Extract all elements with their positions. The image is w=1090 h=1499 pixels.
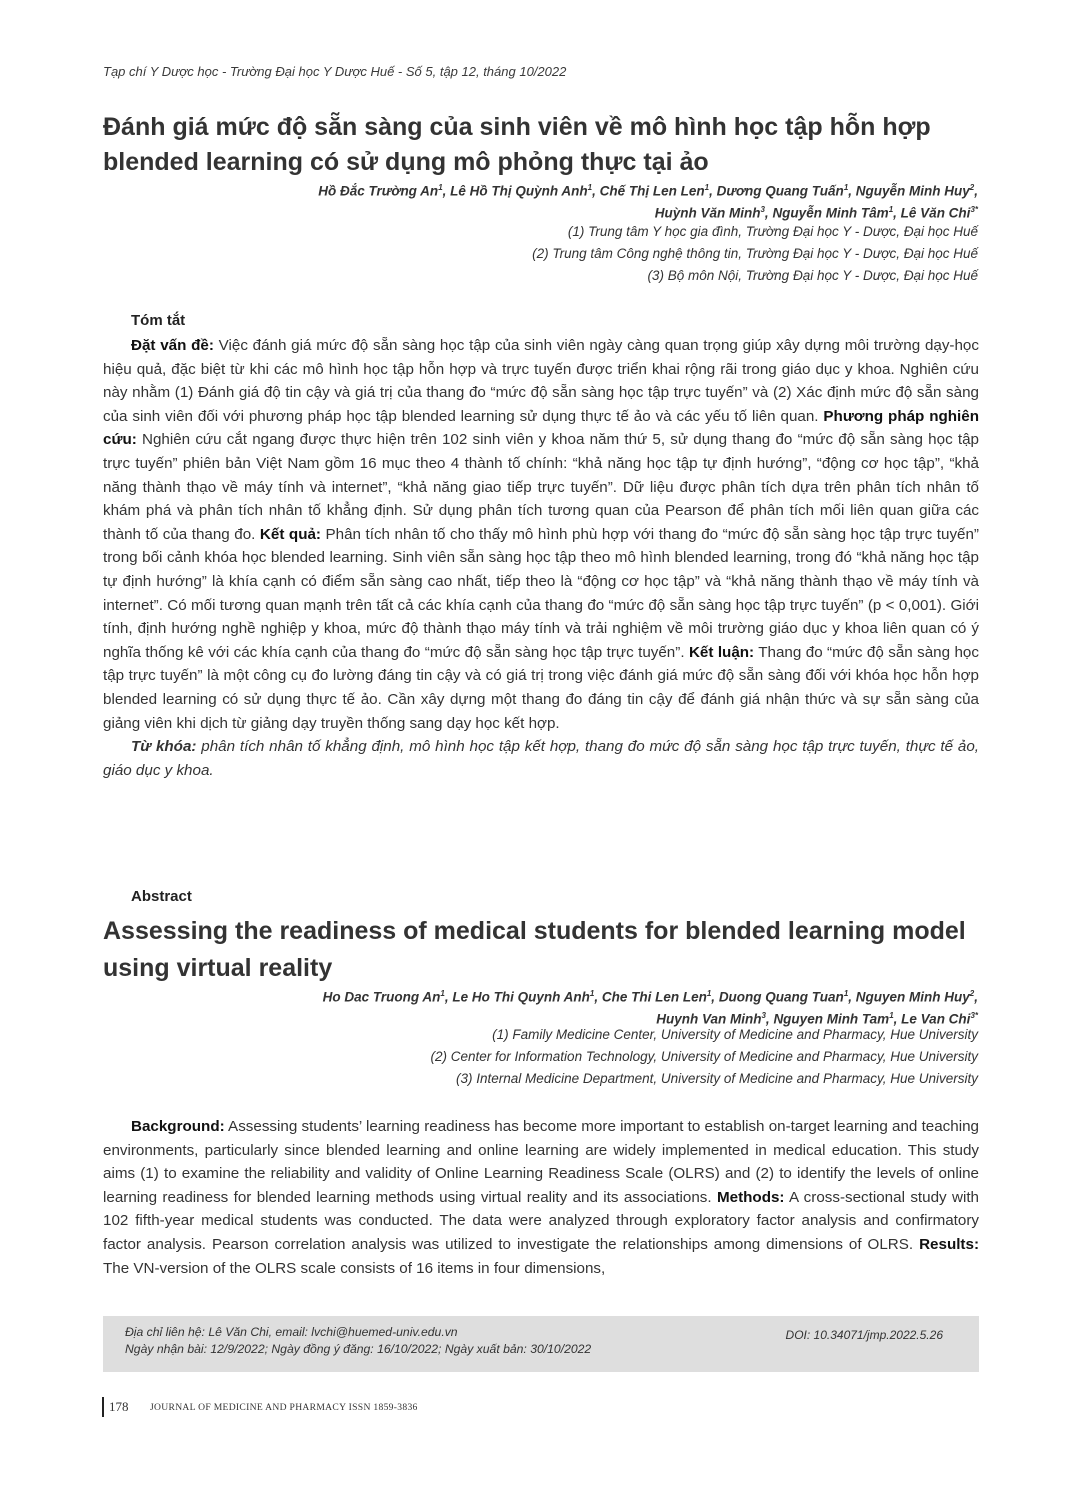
author-affiliation-mark: 1 — [589, 989, 595, 998]
author-name: Duong Quang Tuan — [718, 989, 844, 1005]
author-name: Nguyen Minh Tam — [773, 1011, 890, 1027]
author-name: Chế Thị Len Len — [599, 183, 705, 199]
author-affiliation-mark: 3 — [760, 205, 765, 214]
author-name: Huỳnh Văn Minh — [654, 205, 761, 221]
conclusion-label: Kết luận: — [688, 643, 755, 661]
author-affiliation-mark: 2 — [969, 183, 975, 192]
english-affiliation-2: (2) Center for Information Technology, University of Medicine and Pharmacy, Hue University — [430, 1049, 978, 1064]
abstract-heading: Abstract — [131, 888, 192, 905]
background-label: Background: — [131, 1118, 225, 1135]
author-affiliation-mark: 1 — [889, 1011, 894, 1020]
author-name: Dương Quang Tuấn — [716, 183, 844, 199]
author-affiliation-mark: 1 — [440, 989, 445, 998]
author-affiliation-mark: 1 — [888, 205, 894, 214]
author-affiliation-mark: 1 — [706, 989, 712, 998]
vietnamese-abstract-paragraph — [103, 334, 979, 735]
english-affiliation-3: (3) Internal Medicine Department, University of Medicine and Pharmacy, Hue University — [456, 1071, 978, 1086]
methods-text: Nghiên cứu cắt ngang được thực hiện trên 102 sinh viên y khoa năm thứ 5, sử dụng thang đo “mức độ sẵn sàng học tập trực tuyến” phiên bản Việt Nam gồm 16 mục theo 4 thành tố chính: “khả năng học tập tự định hướng”, “động cơ học tập”, “khả năng thành thạo về máy tính và internet”, “khả năng giao tiếp trực tuyến”. Dữ liệu được phân tích dựa trên phân tích nhân tố khám phá và phân tích nhân tố khẳng định. Sử dụng phân tích tương quan của Pearson để phân tích mối liên quan giữa các thành tố của thang đo. — [103, 431, 979, 543]
author-name: Che Thi Len Len — [601, 989, 707, 1005]
methods-text: A cross-sectional study with 102 fifth-year medical students was conducted. The data were analyzed through exploratory factor analysis and confirmatory factor analysis. Pearson correlation analysis was utilized to investigate the relationships among dimensions of OLRS. — [103, 1188, 979, 1253]
author-name: Hồ Đắc Trường An — [318, 183, 439, 199]
keywords-label: Từ khóa: — [131, 738, 197, 756]
page-number-divider — [102, 1397, 104, 1417]
author-name: Ho Dac Truong An — [322, 989, 441, 1005]
author-name: Huynh Van Minh — [656, 1011, 762, 1027]
results-text: Phân tích nhân tố cho thấy mô hình phù hợp với thang đo “mức độ sẵn sàng học tập trực tuyến” trong bối cảnh khóa học blended learning. Sinh viên sẵn sàng học tập theo mô hình blended learning, trong đó “khả năng học tập tự định hướng” là khía cạnh có điểm sẵn sàng cao nhất, tiếp theo là “động cơ học tập” và “khả năng thành thạo về máy tính và internet”. Có mối tương quan mạnh trên tất cả các khía cạnh của thang đo “mức độ sẵn sàng học tập trực tuyến” (p < 0,001). Giới tính, định hướng nghề nghiệp y khoa, mức độ thành thạo máy tính và trải nghiệm về môi trường giáo dục y khoa liên quan có ý nghĩa thống kê với các khía cạnh của thang đo “mức độ sẵn sàng học tập trực tuyến”. — [103, 525, 979, 661]
methods-label: Methods: — [716, 1188, 785, 1206]
vietnamese-affiliation-2: (2) Trung tâm Công nghệ thông tin, Trường Đại học Y - Dược, Đại học Huế — [532, 246, 978, 261]
methods-label: Phương pháp nghiên cứu: — [103, 407, 979, 449]
author-affiliation-mark: 1 — [587, 183, 593, 192]
author-name: Nguyen Minh Huy — [855, 989, 970, 1005]
journal-footer: JOURNAL OF MEDICINE AND PHARMACY ISSN 1859-3836 — [150, 1402, 418, 1413]
author-name: Lê Văn Chi — [900, 205, 971, 221]
correspondence-info — [125, 1324, 591, 1358]
english-authors-line-1: Ho Dac Truong An$^1$, Le Ho Thi Quynh Anh$^1$, Che Thi Len Len$^1$, Duong Quang Tuan$^1$, Nguyen Minh Huy$^2$, — [322, 989, 978, 1005]
author-affiliation-mark: 1 — [843, 989, 849, 998]
results-text: The VN-version of the OLRS scale consists of 16 items in four dimensions, — [103, 1259, 606, 1277]
english-abstract-paragraph — [103, 1115, 979, 1280]
english-affiliation-1: (1) Family Medicine Center, University of Medicine and Pharmacy, Hue University — [492, 1027, 978, 1042]
vietnamese-affiliation-3: (3) Bộ môn Nội, Trường Đại học Y - Dược, Đại học Huế — [647, 268, 978, 283]
vietnamese-authors-line-1: Hồ Đắc Trường An$^1$, Lê Hồ Thị Quỳnh Anh$^1$, Chế Thị Len Len$^1$, Dương Quang Tuấn$^1$, Nguyễn Minh Huy$^2$, — [318, 183, 978, 199]
author-affiliation-mark: 3* — [970, 205, 978, 214]
author-affiliation-mark: 1 — [438, 183, 443, 192]
background-text: Việc đánh giá mức độ sẵn sàng học tập của sinh viên ngày càng quan trọng giúp xây dựng môi trường dạy-học hiệu quả, đặc biệt từ khi các mô hình học tập hỗn hợp và trực tuyến được triển khai rộng rãi trong giáo dục y khoa. Nghiên cứu này nhằm (1) Đánh giá độ tin cậy và giá trị của thang đo “mức độ sẵn sàng học tập trực tuyến” và (2) Xác định mức độ sẵn sàng của sinh viên đối với phương pháp học tập blended learning sử dụng thực tế ảo và các yếu tố liên quan. — [103, 337, 979, 425]
author-name: Nguyễn Minh Huy — [855, 183, 970, 199]
contact-line: Địa chỉ liên hệ: Lê Văn Chi, email: lvchi@huemed-univ.edu.vn — [125, 1325, 458, 1339]
conclusion-text: Thang đo “mức độ sẵn sàng học tập trực tuyến” là một công cụ đo lường đáng tin cậy và có giá trị trong việc đánh giá mức độ sẵn sàng đối với khóa học hỗn hợp blended learning có sử dụng thực tế ảo. Cần xây dựng một thang đo đáng tin cậy để đánh giá nhận thức và sự sẵn sàng của giảng viên khi dịch từ giảng dạy truyền thống sang dạy học kết hợp. — [103, 643, 979, 732]
keywords-paragraph — [103, 735, 979, 782]
english-abstract — [103, 1115, 979, 1280]
author-affiliation-mark: 1 — [704, 183, 710, 192]
doi-label: DOI: 10.34071/jmp.2022.5.26 — [785, 1328, 943, 1342]
dates-line: Ngày nhận bài: 12/9/2022; Ngày đồng ý đăng: 16/10/2022; Ngày xuất bản: 30/10/2022 — [125, 1342, 592, 1356]
vietnamese-title: Đánh giá mức độ sẵn sàng của sinh viên về mô hình học tập hỗn hợp blended learning có sử dụng mô phỏng thực tại ảo — [103, 113, 931, 176]
author-affiliation-mark: 3* — [970, 1011, 978, 1020]
author-affiliation-mark: 3 — [761, 1011, 766, 1020]
vietnamese-affiliation-1: (1) Trung tâm Y học gia đình, Trường Đại học Y - Dược, Đại học Huế — [567, 224, 978, 239]
author-affiliation-mark: 1 — [843, 183, 849, 192]
running-header: Tạp chí Y Dược học - Trường Đại học Y Dược Huế - Số 5, tập 12, tháng 10/2022 — [103, 64, 567, 79]
page-number: 178 — [109, 1399, 129, 1414]
vietnamese-authors-line-2: Huỳnh Văn Minh$^3$, Nguyễn Minh Tâm$^1$, Lê Văn Chi$^{3*}$ — [654, 205, 978, 221]
results-label: Kết quả: — [259, 525, 321, 543]
keywords-text: phân tích nhân tố khẳng định, mô hình học tập kết hợp, thang đo mức độ sẵn sàng học tập trực tuyến, thực tế ảo, giáo dục y khoa. — [103, 738, 979, 779]
english-title: Assessing the readiness of medical students for blended learning model using virtual reality — [103, 917, 966, 982]
background-label: Đặt vấn đề: — [131, 337, 214, 354]
author-affiliation-mark: 2 — [969, 989, 975, 998]
results-label: Results: — [919, 1235, 979, 1253]
summary-heading: Tóm tắt — [131, 312, 186, 329]
author-name: Le Ho Thi Quynh Anh — [452, 989, 590, 1005]
vietnamese-abstract — [103, 334, 979, 782]
english-authors-line-2: Huynh Van Minh$^3$, Nguyen Minh Tam$^1$, Le Van Chi$^{3*}$ — [656, 1011, 978, 1027]
correspondence-box — [103, 1316, 979, 1372]
author-name: Le Van Chi — [901, 1011, 971, 1027]
author-name: Nguyễn Minh Tâm — [772, 205, 889, 221]
background-text: Assessing students’ learning readiness has become more important to establish on-target learning and teaching environments, particularly since blended learning and online learning are widely implemented in medical education. This study aims (1) to examine the reliability and validity of Online Learning Readiness Scale (OLRS) and (2) to identify the levels of online learning readiness for blended learning methods using virtual reality and its associations. — [103, 1118, 979, 1206]
author-name: Lê Hồ Thị Quỳnh Anh — [450, 183, 588, 199]
